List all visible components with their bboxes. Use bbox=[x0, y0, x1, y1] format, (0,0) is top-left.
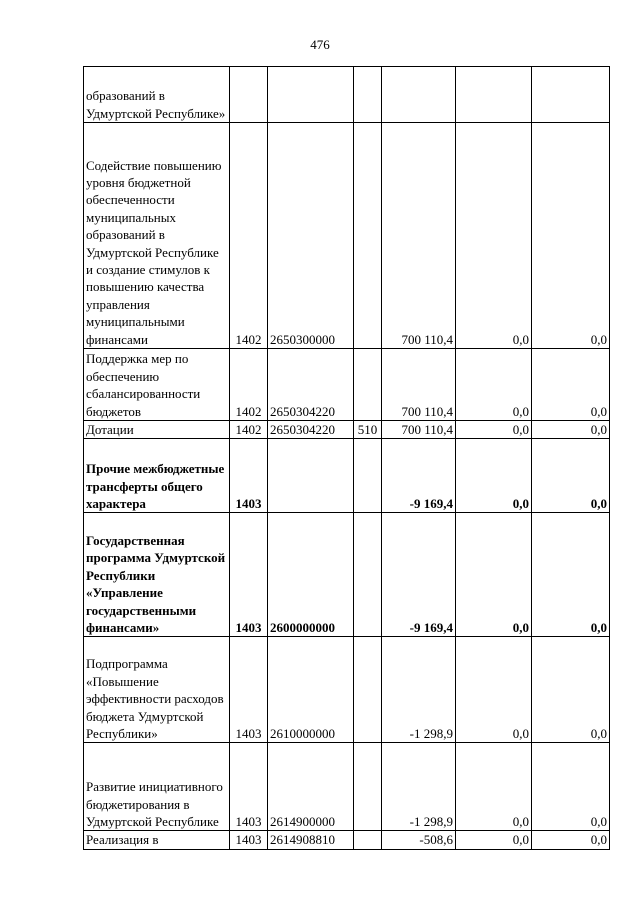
row-value-3-cell: 0,0 bbox=[532, 349, 610, 421]
row-value-3-cell: 0,0 bbox=[532, 123, 610, 349]
row-value-2-cell: 0,0 bbox=[456, 421, 532, 439]
row-value-3-cell: 0,0 bbox=[532, 831, 610, 849]
table-row bbox=[84, 123, 610, 349]
row-amount-cell: 700 110,4 bbox=[382, 421, 456, 439]
row-value-3-cell bbox=[532, 67, 610, 123]
row-expense-type-cell bbox=[354, 743, 382, 831]
row-value-3-cell: 0,0 bbox=[532, 421, 610, 439]
row-name-cell: Развитие инициативного бюджетирования в Удмуртской Республике bbox=[84, 743, 230, 831]
table-row bbox=[84, 513, 610, 637]
row-value-2-cell: 0,0 bbox=[456, 513, 532, 637]
row-expense-type-cell: 510 bbox=[354, 421, 382, 439]
row-section-cell: 1403 bbox=[230, 513, 268, 637]
row-section-cell: 1402 bbox=[230, 349, 268, 421]
table-body bbox=[84, 67, 610, 850]
row-name-cell: Дотации bbox=[84, 421, 230, 439]
row-section-cell bbox=[230, 67, 268, 123]
row-section-cell: 1403 bbox=[230, 439, 268, 513]
row-value-2-cell: 0,0 bbox=[456, 831, 532, 849]
row-name-cell: Подпрограмма «Повышение эффективности расходов бюджета Удмуртской Республики» bbox=[84, 637, 230, 743]
row-expense-type-cell bbox=[354, 349, 382, 421]
row-amount-cell: -508,6 bbox=[382, 831, 456, 849]
row-amount-cell: -1 298,9 bbox=[382, 637, 456, 743]
row-section-cell: 1403 bbox=[230, 743, 268, 831]
row-expense-type-cell bbox=[354, 513, 382, 637]
row-value-2-cell: 0,0 bbox=[456, 743, 532, 831]
row-amount-cell bbox=[382, 67, 456, 123]
row-value-2-cell bbox=[456, 67, 532, 123]
row-expense-type-cell bbox=[354, 439, 382, 513]
row-value-2-cell: 0,0 bbox=[456, 349, 532, 421]
table-row bbox=[84, 831, 610, 849]
row-amount-cell: -9 169,4 bbox=[382, 513, 456, 637]
row-value-2-cell: 0,0 bbox=[456, 123, 532, 349]
row-amount-cell: -9 169,4 bbox=[382, 439, 456, 513]
page-number: 476 bbox=[310, 37, 330, 52]
row-name-cell: Прочие межбюджетные трансферты общего характера bbox=[84, 439, 230, 513]
row-expense-type-cell bbox=[354, 67, 382, 123]
table-row bbox=[84, 421, 610, 439]
row-expense-type-cell bbox=[354, 831, 382, 849]
row-name-cell: Реализация в bbox=[84, 831, 230, 849]
row-code-cell: 2610000000 bbox=[268, 637, 354, 743]
row-code-cell: 2650300000 bbox=[268, 123, 354, 349]
row-section-cell: 1402 bbox=[230, 421, 268, 439]
row-amount-cell: -1 298,9 bbox=[382, 743, 456, 831]
row-section-cell: 1403 bbox=[230, 637, 268, 743]
row-expense-type-cell bbox=[354, 637, 382, 743]
row-value-3-cell: 0,0 bbox=[532, 743, 610, 831]
table-row bbox=[84, 637, 610, 743]
row-code-cell: 2614908810 bbox=[268, 831, 354, 849]
row-name-cell: Государственная программа Удмуртской Республики «Управление государственными финансами» bbox=[84, 513, 230, 637]
row-name-cell: Содействие повышению уровня бюджетной обеспеченности муниципальных образований в Удмуртской Республике и создание стимулов к повышению качества управления муниципальными финансами bbox=[84, 123, 230, 349]
row-code-cell: 2614900000 bbox=[268, 743, 354, 831]
table-row bbox=[84, 743, 610, 831]
row-value-3-cell: 0,0 bbox=[532, 439, 610, 513]
row-name-cell: Поддержка мер по обеспечению сбалансированности бюджетов bbox=[84, 349, 230, 421]
row-amount-cell: 700 110,4 bbox=[382, 349, 456, 421]
row-code-cell bbox=[268, 439, 354, 513]
row-section-cell: 1403 bbox=[230, 831, 268, 849]
row-value-2-cell: 0,0 bbox=[456, 637, 532, 743]
table-row bbox=[84, 349, 610, 421]
row-code-cell: 2650304220 bbox=[268, 421, 354, 439]
row-value-3-cell: 0,0 bbox=[532, 513, 610, 637]
row-section-cell: 1402 bbox=[230, 123, 268, 349]
table-row bbox=[84, 439, 610, 513]
row-code-cell: 2650304220 bbox=[268, 349, 354, 421]
row-code-cell: 2600000000 bbox=[268, 513, 354, 637]
table-row bbox=[84, 67, 610, 123]
row-value-3-cell: 0,0 bbox=[532, 637, 610, 743]
row-code-cell bbox=[268, 67, 354, 123]
row-value-2-cell: 0,0 bbox=[456, 439, 532, 513]
row-amount-cell: 700 110,4 bbox=[382, 123, 456, 349]
budget-table bbox=[83, 66, 610, 850]
row-expense-type-cell bbox=[354, 123, 382, 349]
row-name-cell: образований в Удмуртской Республике» bbox=[84, 67, 230, 123]
